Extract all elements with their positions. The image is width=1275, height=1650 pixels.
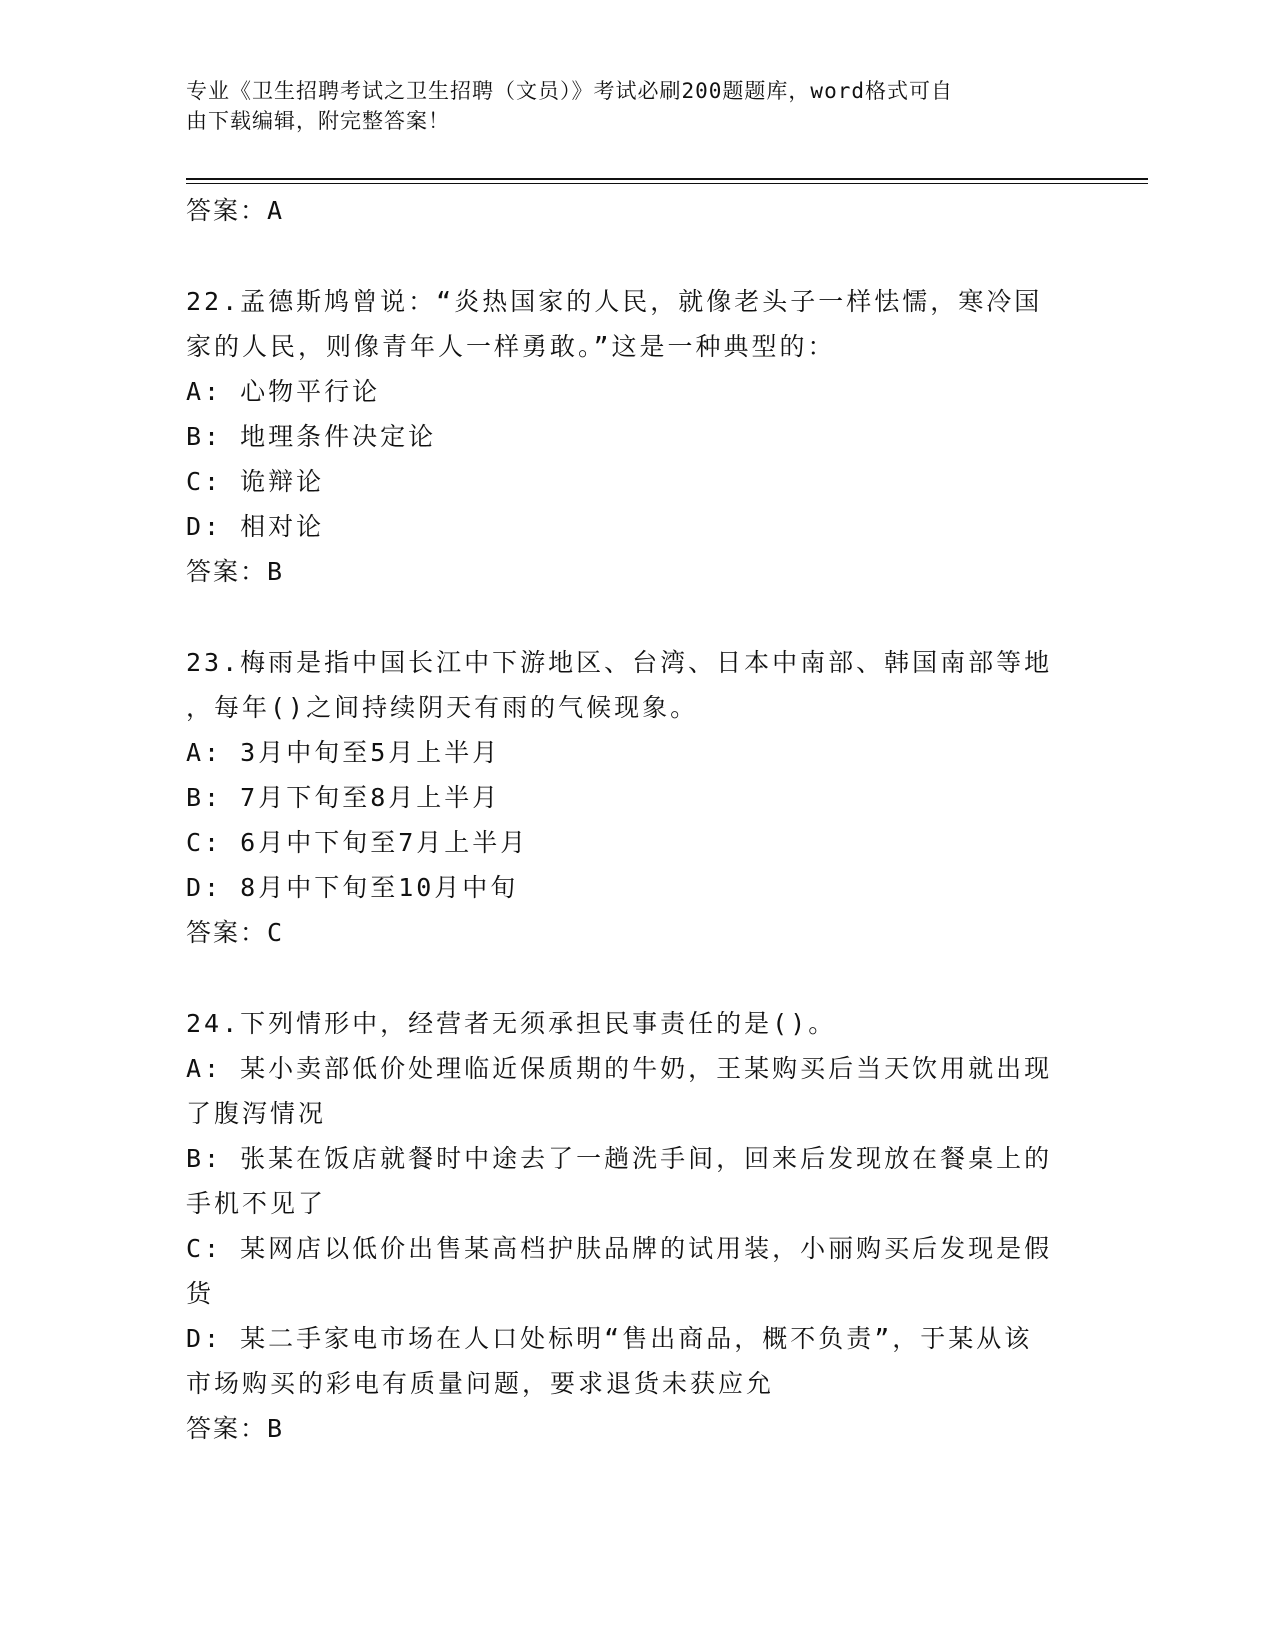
answer-24: 答案：B — [186, 1414, 285, 1443]
question-22-option-c: C: 诡辩论 — [186, 467, 325, 496]
question-24-option-a-2: 了腹泻情况 — [186, 1099, 327, 1128]
question-23-stem-1: 23.梅雨是指中国长江中下游地区、台湾、日本中南部、韩国南部等地 — [186, 648, 1053, 677]
answer-23: 答案：C — [186, 918, 285, 947]
question-23-option-a: A: 3月中旬至5月上半月 — [186, 738, 501, 767]
answer-21: 答案：A — [186, 196, 285, 225]
header-line-1: 专业《卫生招聘考试之卫生招聘（文员）》考试必刷200题题库，word格式可自 — [186, 79, 953, 103]
question-22-stem-2: 家的人民，则像青年人一样勇敢。”这是一种典型的： — [186, 332, 836, 361]
document-body — [186, 188, 1066, 1451]
question-24-stem-1: 24.下列情形中，经营者无须承担民事责任的是()。 — [186, 1009, 837, 1038]
question-24-option-d-2: 市场购买的彩电有质量问题，要求退货未获应允 — [186, 1369, 775, 1398]
question-23-stem-2: ，每年()之间持续阴天有雨的气候现象。 — [186, 693, 699, 722]
question-24-option-d-1: D: 某二手家电市场在人口处标明“售出商品，概不负责”，于某从该 — [186, 1324, 1033, 1353]
question-23-option-c: C: 6月中下旬至7月上半月 — [186, 828, 529, 857]
header-line-2: 由下载编辑，附完整答案！ — [186, 109, 450, 133]
question-22-stem-1: 22.孟德斯鸠曾说：“炎热国家的人民，就像老头子一样怯懦，寒冷国 — [186, 287, 1043, 316]
question-23-option-b: B: 7月下旬至8月上半月 — [186, 783, 501, 812]
question-24-option-b-1: B: 张某在饭店就餐时中途去了一趟洗手间，回来后发现放在餐桌上的 — [186, 1144, 1053, 1173]
document-header — [186, 76, 1066, 136]
question-22-option-a: A: 心物平行论 — [186, 377, 381, 406]
question-24-option-a-1: A: 某小卖部低价处理临近保质期的牛奶，王某购买后当天饮用就出现 — [186, 1054, 1053, 1083]
header-rule-thick — [186, 178, 1148, 180]
question-22 — [186, 279, 1066, 594]
question-22-option-d: D: 相对论 — [186, 512, 325, 541]
header-rule-thin — [186, 183, 1148, 184]
question-23 — [186, 640, 1066, 955]
question-23-option-d: D: 8月中下旬至10月中旬 — [186, 873, 519, 902]
question-24-option-c-1: C: 某网店以低价出售某高档护肤品牌的试用装，小丽购买后发现是假 — [186, 1234, 1053, 1263]
question-24-option-c-2: 货 — [186, 1279, 215, 1308]
question-22-option-b: B: 地理条件决定论 — [186, 422, 437, 451]
answer-22: 答案：B — [186, 557, 285, 586]
question-24 — [186, 1001, 1066, 1451]
question-24-option-b-2: 手机不见了 — [186, 1189, 327, 1218]
